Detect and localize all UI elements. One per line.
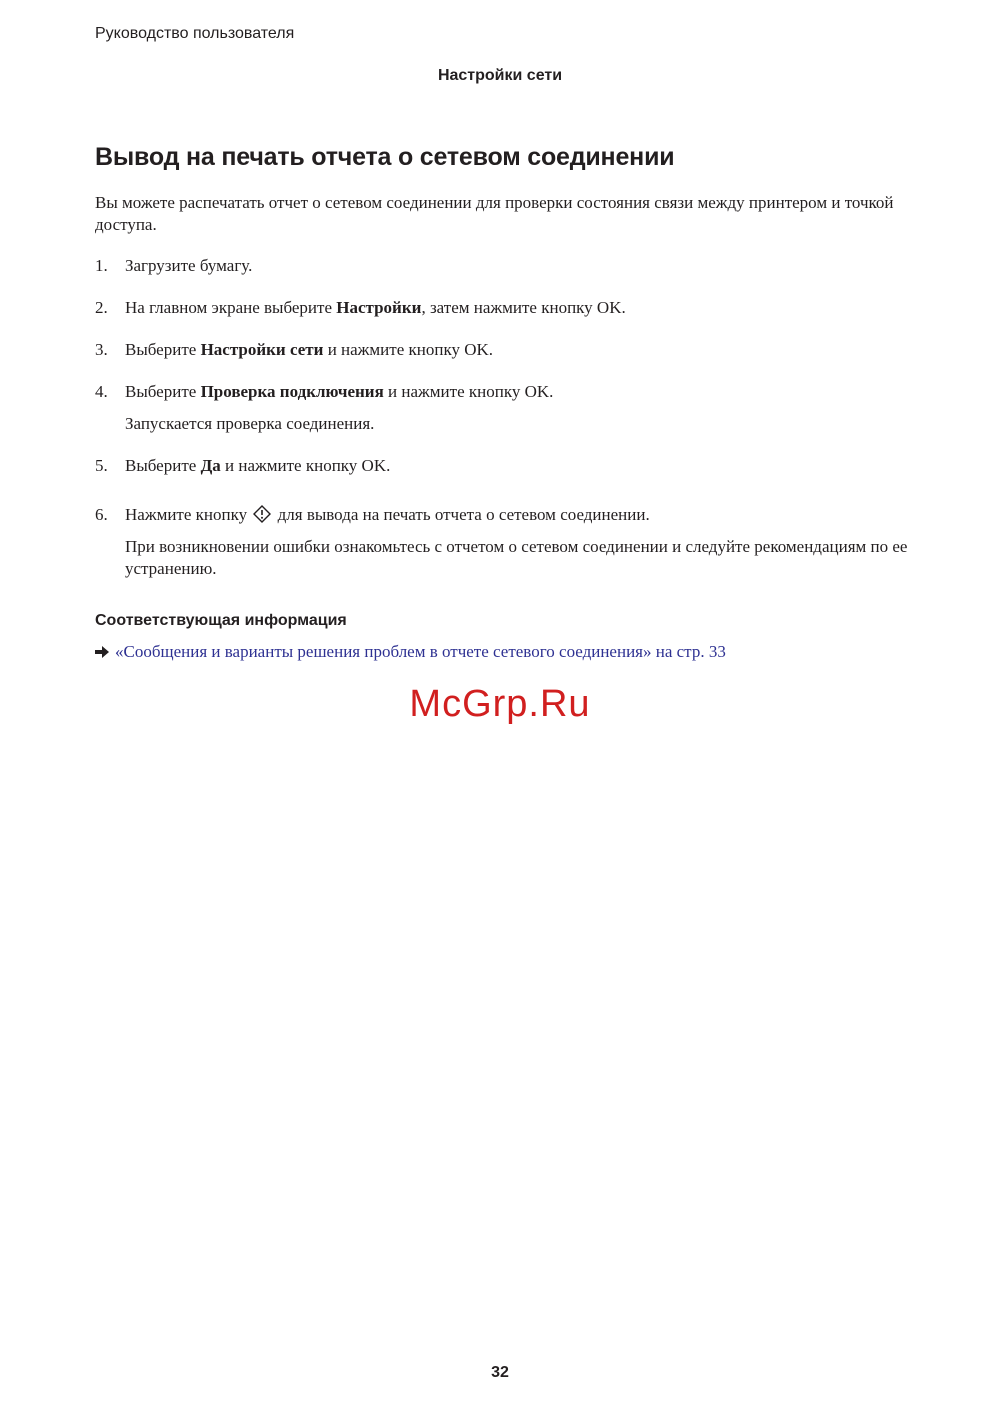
start-button-icon <box>253 505 271 523</box>
page-number: 32 <box>491 1364 509 1381</box>
step-number: 5. <box>95 456 108 475</box>
step-number: 3. <box>95 340 108 359</box>
step-text: На главном экране выберите Настройки, затем нажмите кнопку OK. <box>125 298 626 317</box>
watermark: McGrp.Ru <box>409 683 591 725</box>
step-text: Выберите Настройки сети и нажмите кнопку OK. <box>125 340 494 359</box>
menu-item-name: Да <box>200 456 221 475</box>
intro-paragraph: Вы можете распечатать отчет о сетевом соединении для проверки состояния связи между принтером и точкой доступа. <box>95 193 894 234</box>
step-number: 2. <box>95 298 108 317</box>
menu-item-name: Настройки сети <box>200 340 324 359</box>
step-number: 6. <box>95 505 108 524</box>
menu-item-name: Проверка подключения <box>200 382 384 401</box>
step-text: Выберите Проверка подключения и нажмите кнопку OK. <box>125 382 554 401</box>
step-number: 4. <box>95 382 108 401</box>
page-title: Вывод на печать отчета о сетевом соединении <box>95 143 675 171</box>
arrow-right-icon <box>95 642 109 654</box>
related-info-heading: Соответствующая информация <box>95 612 347 629</box>
step-note: При возникновении ошибки ознакомьтесь с отчетом о сетевом соединении и следуйте рекомендациям по ее устранению. <box>125 537 908 578</box>
running-header: Руководство пользователя <box>95 25 295 42</box>
step-number: 1. <box>95 256 108 275</box>
section-header: Настройки сети <box>437 67 563 84</box>
step-note: Запускается проверка соединения. <box>125 414 375 433</box>
related-link-row <box>95 641 726 663</box>
step-text: Нажмите кнопку для вывода на печать отчета о сетевом соединении. <box>125 505 650 524</box>
step-text: Выберите Да и нажмите кнопку OK. <box>125 456 391 475</box>
related-link[interactable]: «Сообщения и варианты решения проблем в отчете сетевого соединения» на стр. 33 <box>115 642 726 661</box>
step-text: Загрузите бумагу. <box>125 256 253 275</box>
menu-item-name: Настройки <box>336 298 422 317</box>
